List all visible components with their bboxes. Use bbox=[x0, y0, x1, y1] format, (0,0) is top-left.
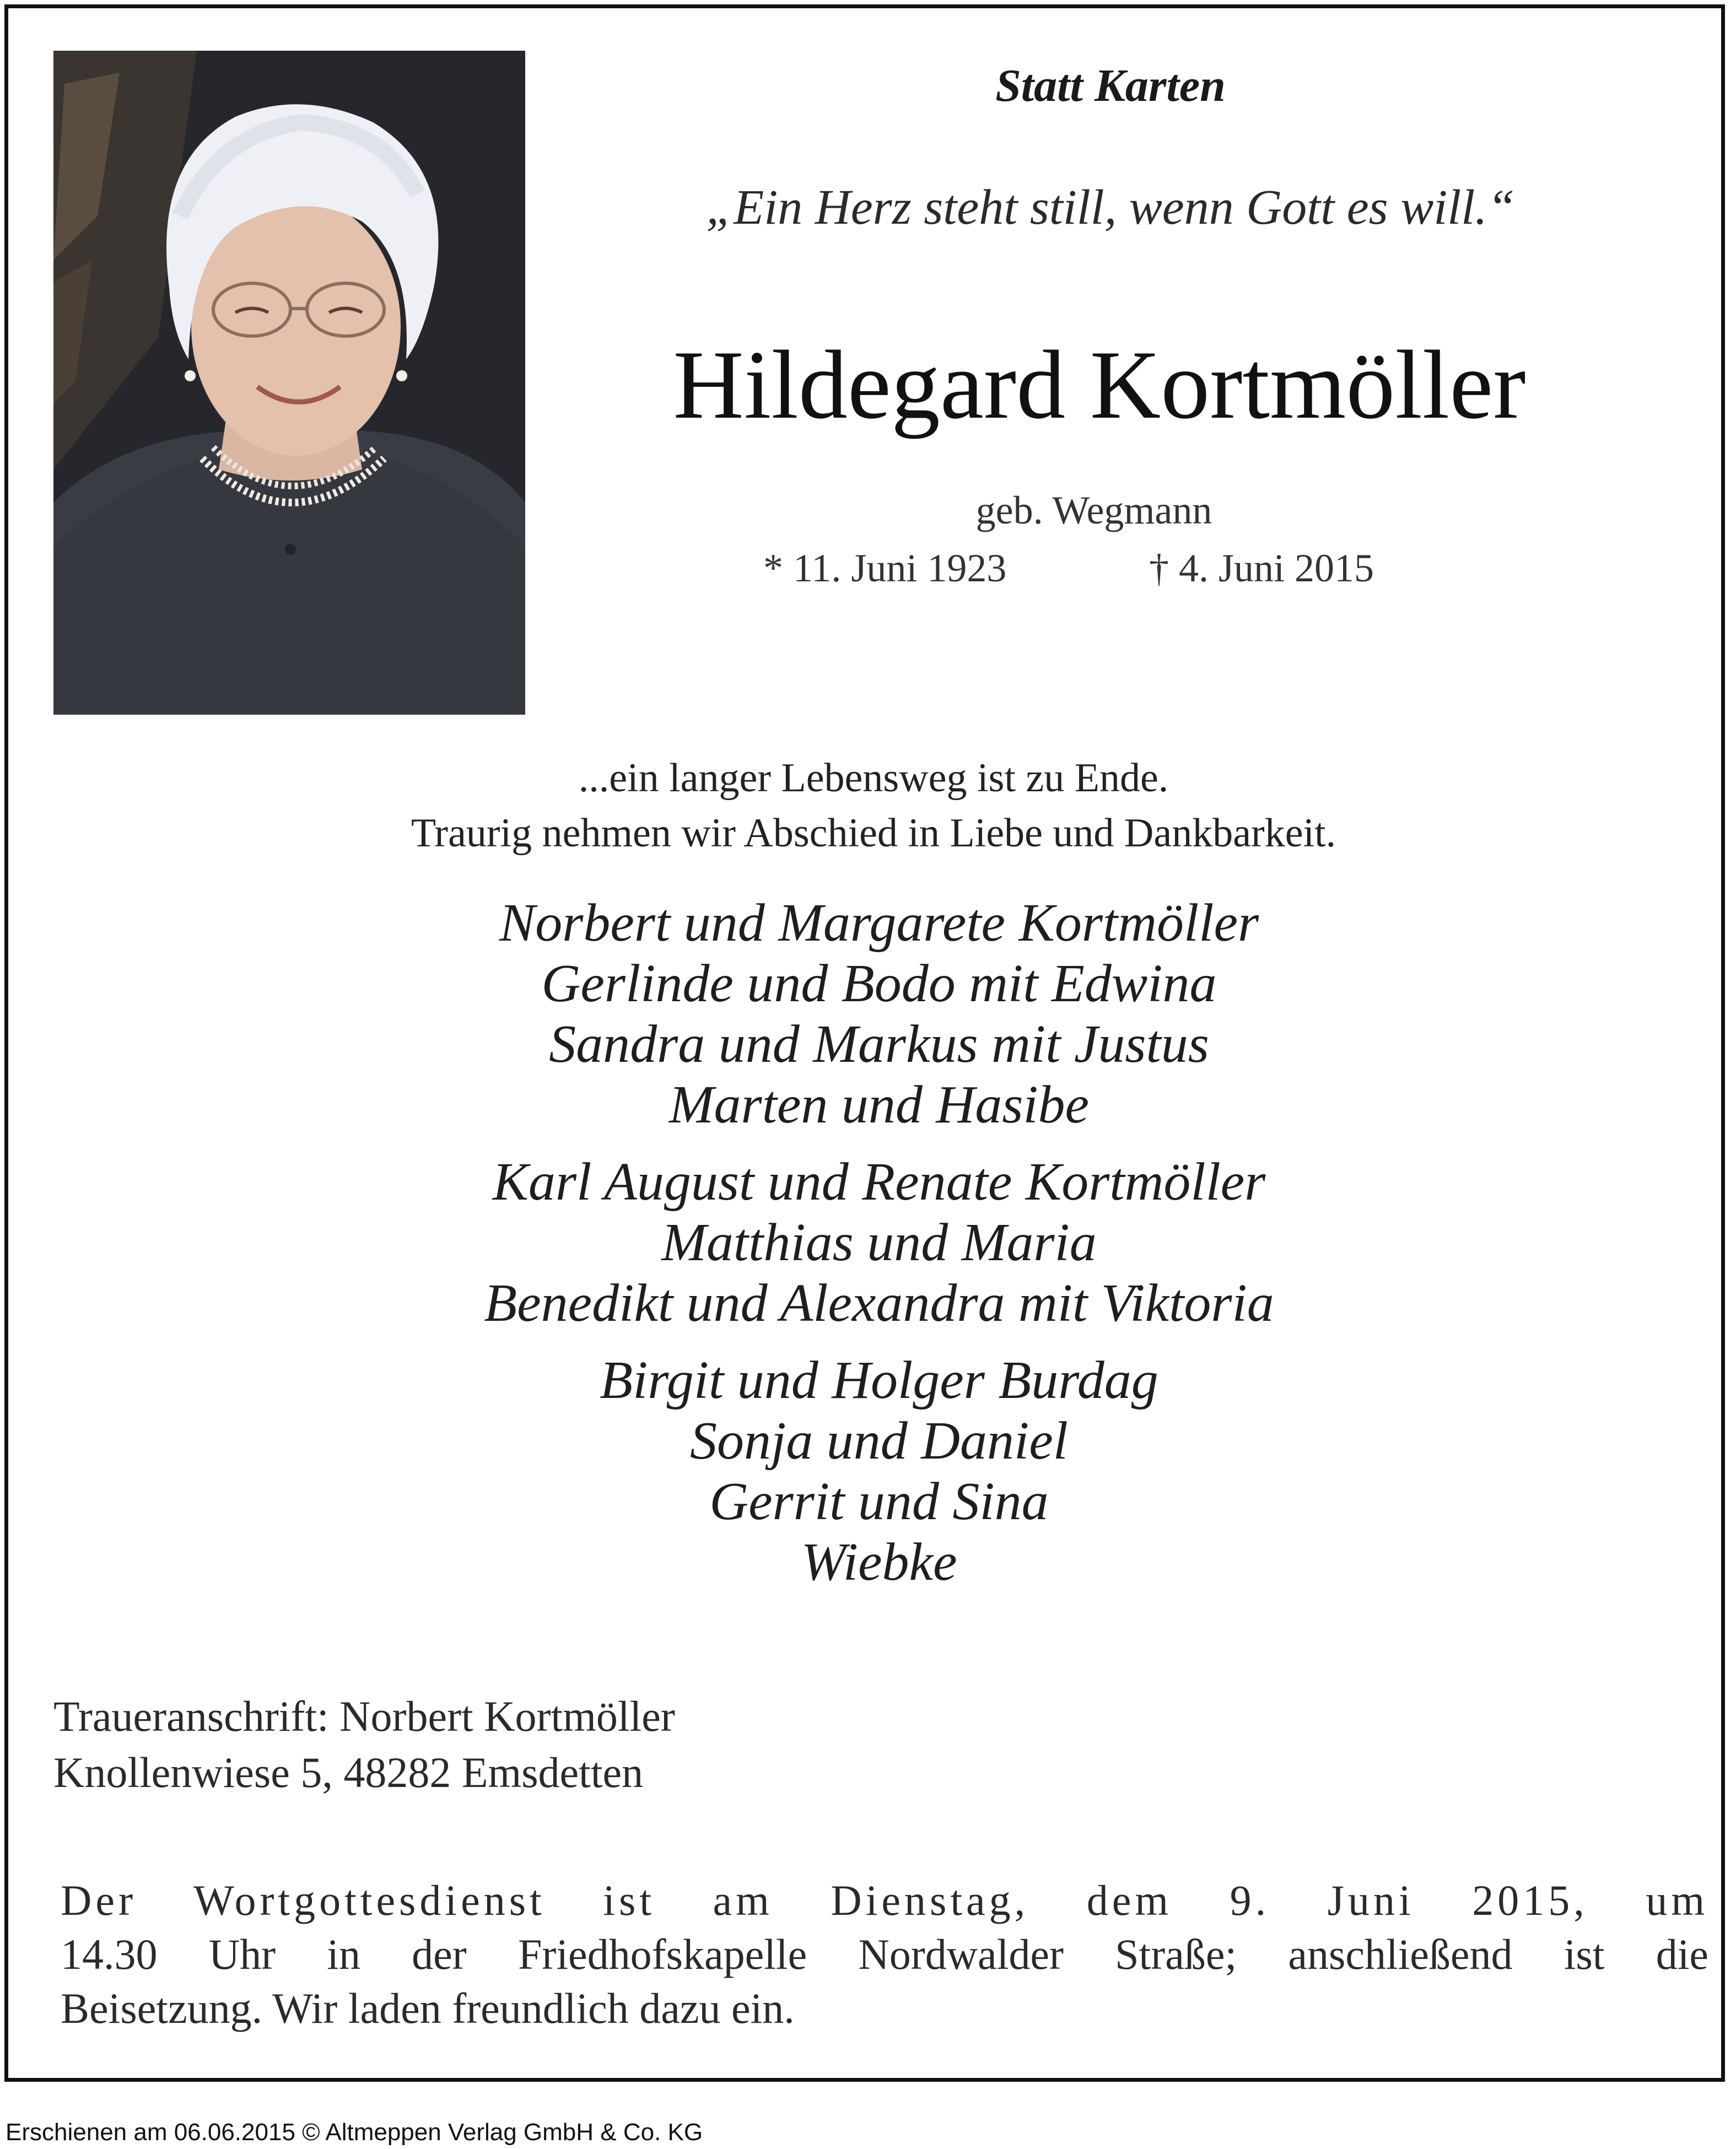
family-group-1 bbox=[174, 893, 1584, 1135]
mourning-address-line-2: Knollenwiese 5, 48282 Emsdetten bbox=[53, 1748, 644, 1796]
obituary-frame bbox=[4, 4, 1725, 2082]
family-group-3 bbox=[174, 1350, 1584, 1592]
family-member-line: Marten und Hasibe bbox=[668, 1075, 1090, 1135]
death-date: † 4. Juni 2015 bbox=[1149, 546, 1374, 590]
family-member-line: Gerrit und Sina bbox=[709, 1472, 1049, 1531]
service-line-1: Der Wortgottesdienst ist am Dienstag, dem 9. Juni 2015, um bbox=[61, 1876, 1708, 1924]
statt-karten-heading: Statt Karten bbox=[995, 60, 1226, 111]
mourning-address-line-1: Traueranschrift: Norbert Kortmöller bbox=[53, 1692, 675, 1740]
family-member-line: Wiebke bbox=[801, 1532, 957, 1592]
family-member-line: Sandra und Markus mit Justus bbox=[549, 1014, 1209, 1074]
service-line-2: 14.30 Uhr in der Friedhofskapelle Nordwalder Straße; anschließend ist die bbox=[61, 1930, 1708, 1978]
intro-line-1: ...ein langer Lebensweg ist zu Ende. bbox=[578, 755, 1169, 801]
family-member-line: Sonja und Daniel bbox=[690, 1411, 1068, 1471]
portrait-photo bbox=[53, 51, 525, 715]
maiden-name: geb. Wegmann bbox=[975, 488, 1212, 532]
service-notice bbox=[61, 1873, 1708, 2035]
family-member-line: Karl August und Renate Kortmöller bbox=[492, 1152, 1266, 1212]
deceased-name: Hildegard Kortmöller bbox=[673, 330, 1526, 439]
family-member-line: Benedikt und Alexandra mit Viktoria bbox=[484, 1273, 1274, 1333]
motto-quote: „Ein Herz steht still, wenn Gott es will.“ bbox=[706, 180, 1515, 235]
birth-date: * 11. Juni 1923 bbox=[763, 546, 1007, 590]
intro-line-2: Traurig nehmen wir Abschied in Liebe und Dankbarkeit. bbox=[411, 811, 1336, 856]
family-member-line: Norbert und Margarete Kortmöller bbox=[499, 893, 1259, 953]
family-member-line: Gerlinde und Bodo mit Edwina bbox=[541, 954, 1217, 1013]
service-line-3: Beisetzung. Wir laden freundlich dazu ein. bbox=[61, 1984, 795, 2032]
family-group-2 bbox=[174, 1152, 1584, 1333]
family-member-line: Birgit und Holger Burdag bbox=[600, 1351, 1158, 1410]
family-member-line: Matthias und Maria bbox=[661, 1213, 1097, 1272]
publication-credit: Erschienen am 06.06.2015 © Altmeppen Verlag GmbH & Co. KG bbox=[6, 2119, 703, 2146]
